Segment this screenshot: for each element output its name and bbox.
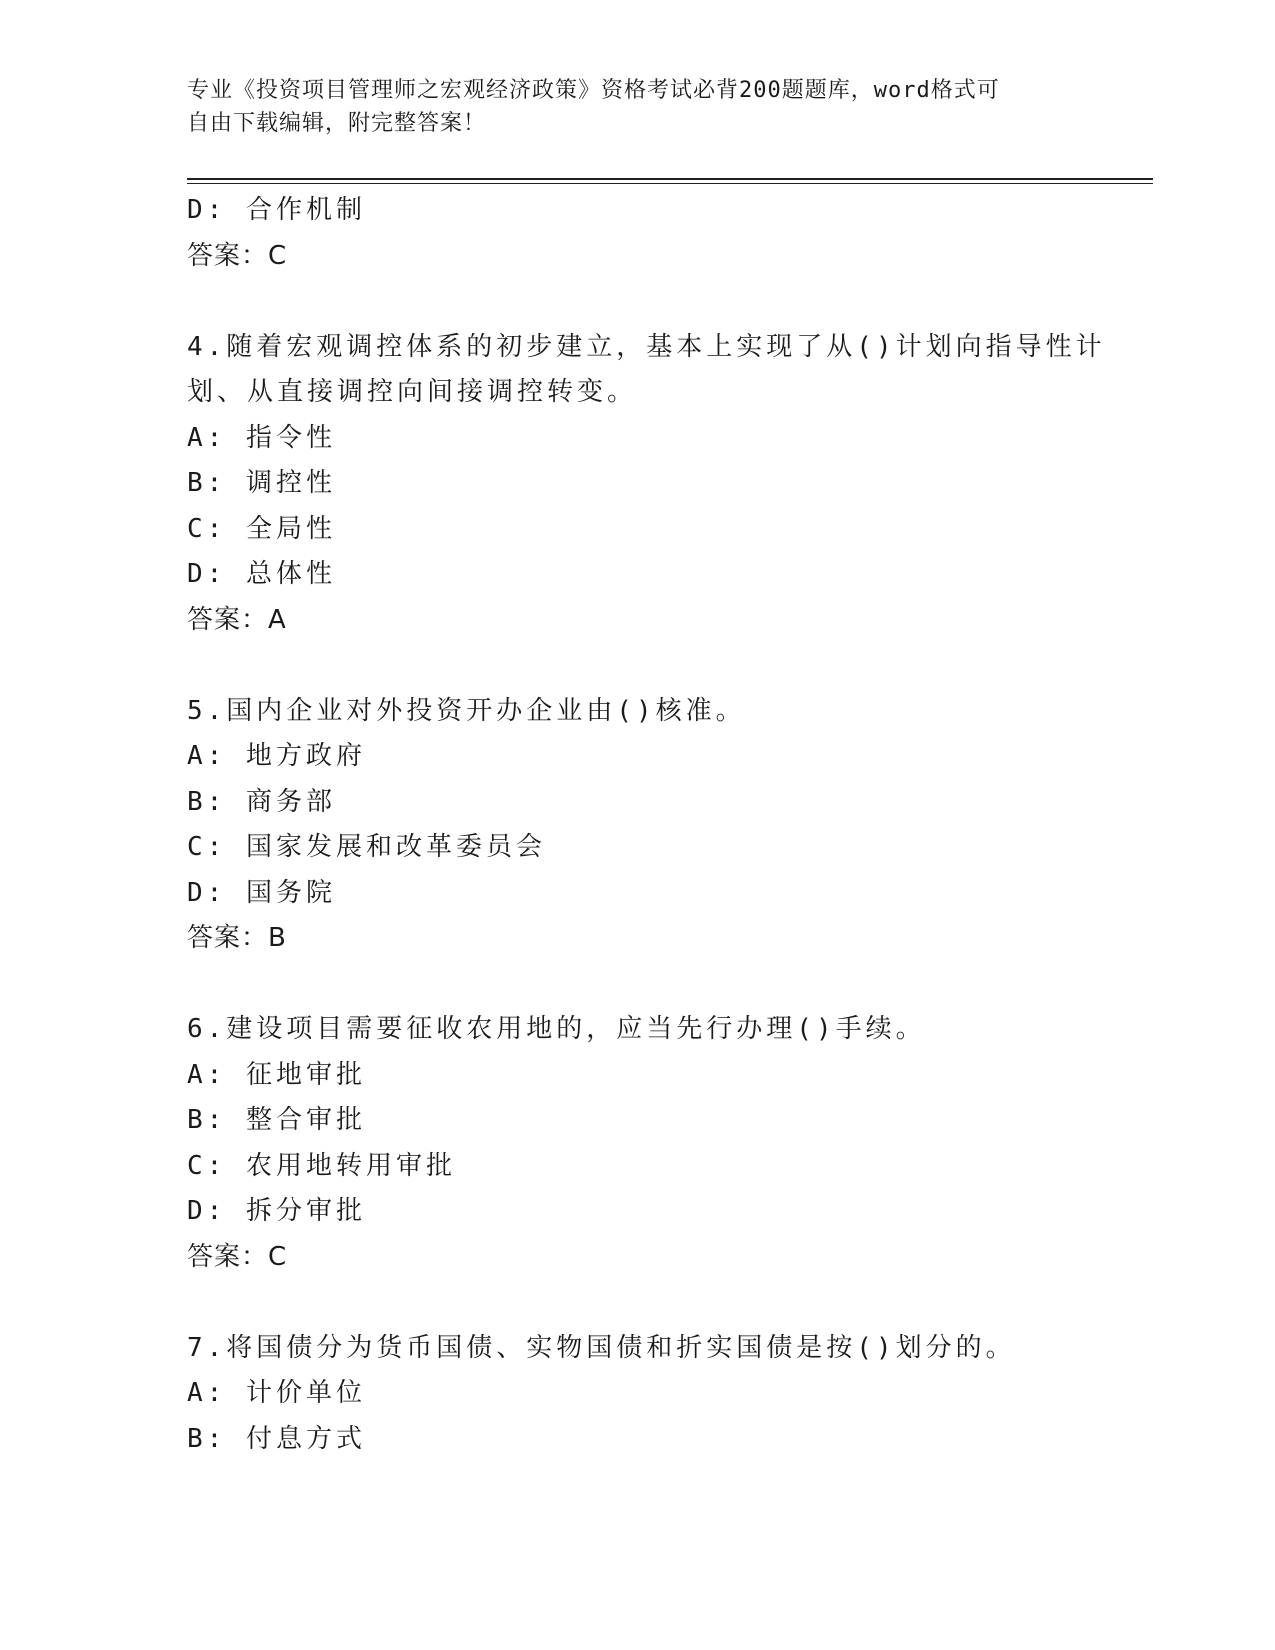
- question-7: [187, 1326, 1087, 1463]
- answer-label: 答案：C: [187, 1241, 288, 1272]
- question-stem: 7.将国债分为货币国债、实物国债和折实国债是按()划分的。: [187, 1332, 1016, 1363]
- header-divider-thin: [187, 183, 1153, 184]
- question-4: [187, 325, 1106, 644]
- question-stem: 6.建设项目需要征收农用地的，应当先行办理()手续。: [187, 1014, 926, 1044]
- option-c: C: 全局性: [187, 513, 336, 544]
- option-d: D: 总体性: [187, 559, 336, 589]
- option-d: D: 合作机制: [187, 195, 366, 225]
- option-c: C: 国家发展和改革委员会: [187, 832, 546, 862]
- option-d: D: 拆分审批: [187, 1196, 366, 1226]
- spacer: [187, 962, 1087, 1008]
- spacer: [187, 643, 1087, 689]
- option-a: A: 征地审批: [187, 1059, 366, 1090]
- option-b: B: 调控性: [187, 468, 336, 498]
- question-5: [187, 689, 1087, 962]
- document-header: [187, 74, 1067, 140]
- option-a: A: 地方政府: [187, 741, 366, 771]
- spacer: [187, 279, 1087, 325]
- option-b: B: 付息方式: [187, 1423, 366, 1454]
- answer-label: 答案：C: [187, 240, 288, 271]
- answer-label: 答案：B: [187, 923, 287, 953]
- option-a: A: 计价单位: [187, 1378, 366, 1408]
- question-stem-line-1: 4.随着宏观调控体系的初步建立，基本上实现了从()计划向指导性计: [187, 331, 1106, 362]
- answer-label: 答案：A: [187, 604, 287, 635]
- question-6: [187, 1007, 1087, 1280]
- header-title-line-1: 专业《投资项目管理师之宏观经济政策》资格考试必背200题题库，word格式可: [187, 78, 1000, 103]
- question-stem-line-2: 划、从直接调控向间接调控转变。: [187, 377, 638, 407]
- question-list: [187, 188, 1106, 1462]
- option-d: D: 国务院: [187, 877, 336, 908]
- option-a: A: 指令性: [187, 422, 336, 453]
- option-b: B: 商务部: [187, 786, 336, 817]
- header-divider-thick: [187, 178, 1153, 180]
- header-title-line-2: 自由下载编辑，附完整答案！: [187, 111, 487, 136]
- question-3-tail: [187, 188, 1087, 279]
- option-b: B: 整合审批: [187, 1105, 366, 1135]
- spacer: [187, 1280, 1087, 1326]
- option-c: C: 农用地转用审批: [187, 1150, 456, 1181]
- question-stem: 5.国内企业对外投资开办企业由()核准。: [187, 695, 746, 726]
